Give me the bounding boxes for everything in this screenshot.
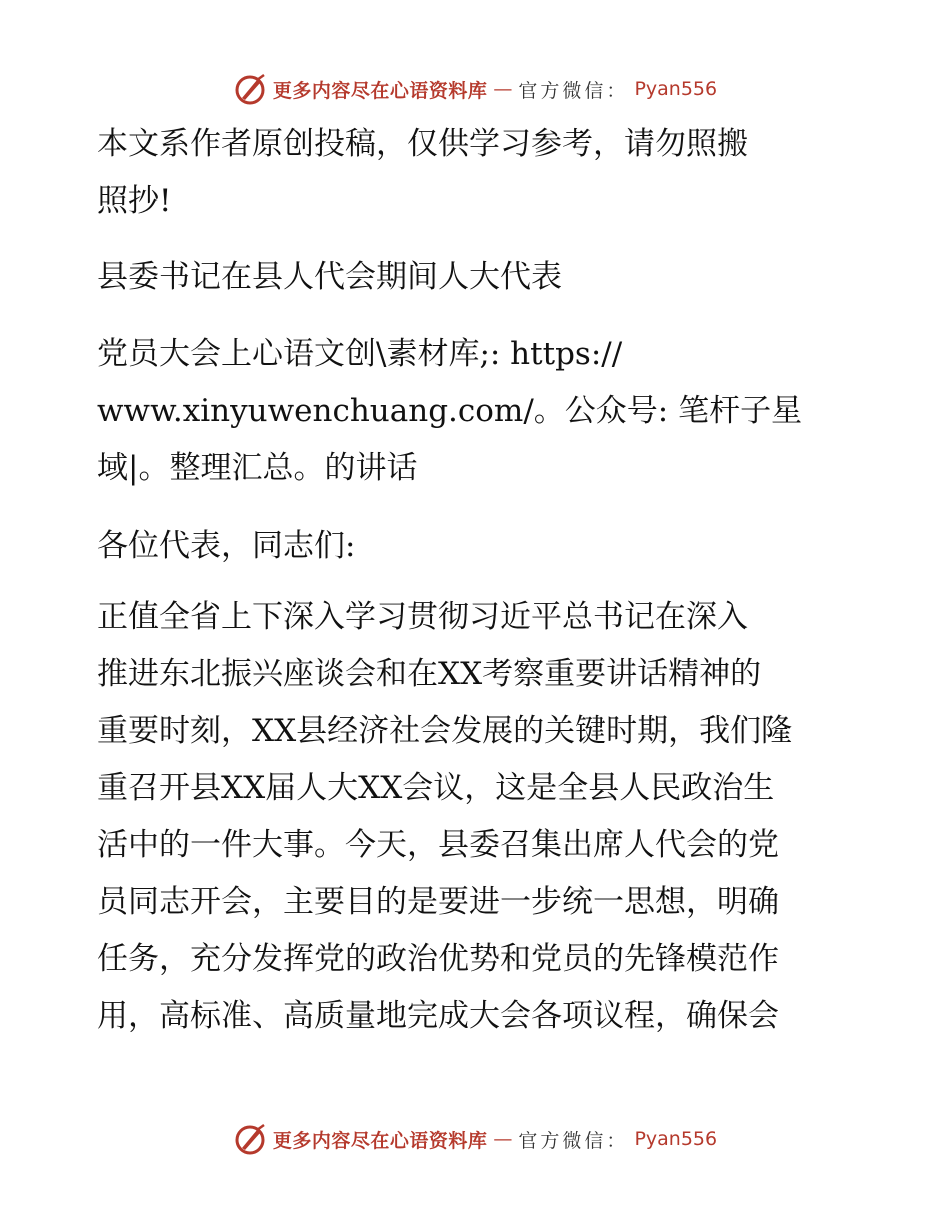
subtitle-line: www.xinyuwenchuang.com/。公众号: 笔杆子星 (97, 393, 803, 429)
document-subtitle (97, 326, 867, 497)
banner-separator: — (493, 78, 513, 100)
quill-pen-logo-icon (233, 72, 267, 106)
banner-wechat-label: 官方微信： (518, 79, 629, 102)
body-line: 重召开县XX届人大XX会议，这是全县人民政治生 (97, 770, 775, 806)
body-line: 用，高标准、高质量地完成大会各项议程，确保会 (97, 998, 779, 1034)
body-line: 任务，充分发挥党的政治优势和党员的先锋模范作 (97, 941, 779, 977)
body-line: 推进东北振兴座谈会和在XX考察重要讲话精神的 (97, 656, 762, 692)
body-line: 活中的一件大事。今天，县委召集出席人代会的党 (97, 827, 779, 863)
banner-main-text: 更多内容尽在心语资料库 (272, 1129, 488, 1152)
quill-pen-logo-icon (233, 1122, 267, 1156)
body-line: 重要时刻，XX县经济社会发展的关键时期，我们隆 (97, 713, 793, 749)
notice-paragraph (97, 116, 867, 230)
notice-line: 本文系作者原创投稿，仅供学习参考，请勿照搬 (97, 126, 748, 162)
body-line: 正值全省上下深入学习贯彻习近平总书记在深入 (97, 599, 748, 635)
salutation-line: 各位代表，同志们: (97, 528, 356, 564)
subtitle-line: 域|。整理汇总。的讲话 (97, 450, 418, 486)
banner-main-text: 更多内容尽在心语资料库 (272, 79, 488, 102)
body-paragraph (97, 589, 867, 1045)
notice-line: 照抄! (97, 183, 172, 219)
body-line: 员同志开会，主要目的是要进一步统一思想，明确 (97, 884, 779, 920)
banner-wechat-label: 官方微信： (518, 1129, 629, 1152)
header-banner (0, 72, 950, 106)
banner-separator: — (493, 1128, 513, 1150)
banner-wechat-id: Pyan556 (634, 78, 718, 100)
document-title (97, 249, 867, 306)
footer-banner (0, 1122, 950, 1156)
salutation (97, 518, 867, 575)
subtitle-line: 党员大会上心语文创\素材库;: https:// (97, 336, 623, 372)
banner-wechat-id: Pyan556 (634, 1128, 718, 1150)
title-line: 县委书记在县人代会期间人大代表 (97, 259, 562, 295)
